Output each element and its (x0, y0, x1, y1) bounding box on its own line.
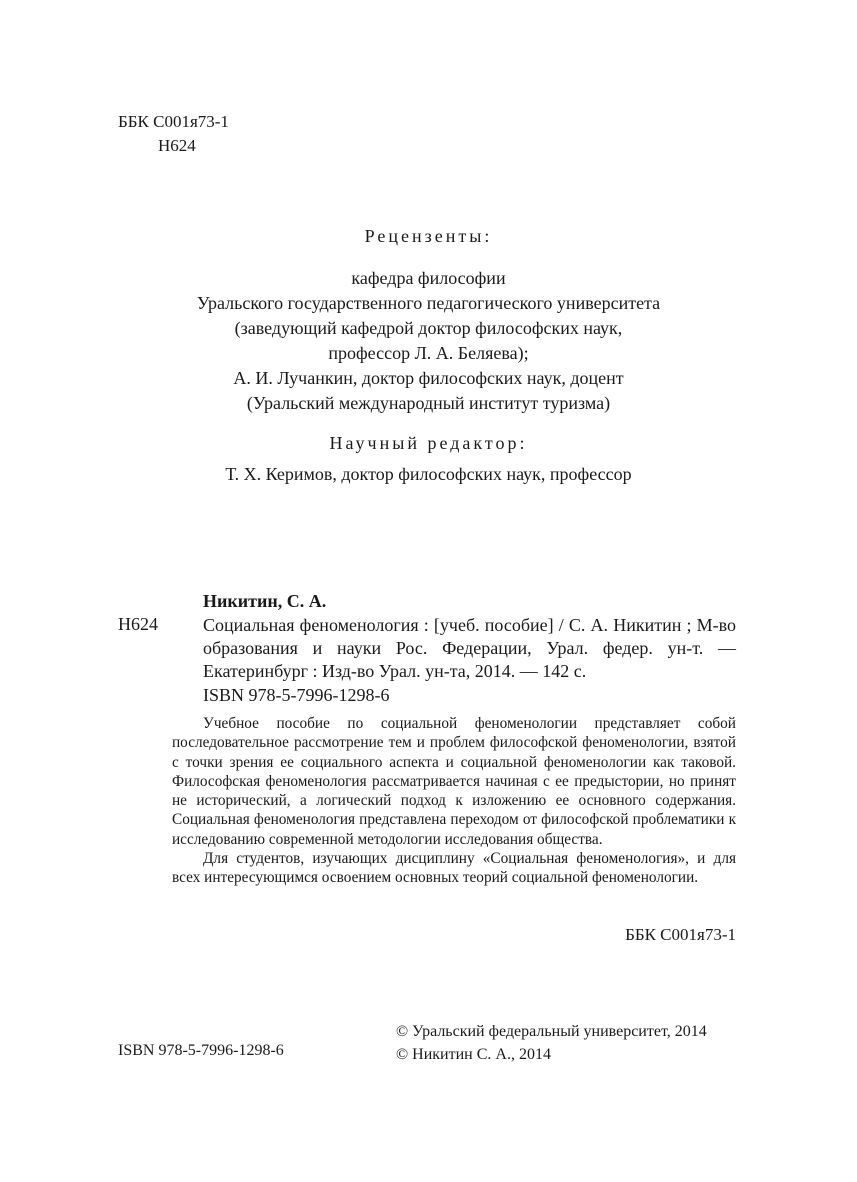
bbk-header (118, 110, 229, 158)
reviewers-section (0, 224, 857, 487)
reviewer-line: кафедра философии (351, 268, 506, 288)
editor-heading: Научный редактор: (329, 433, 528, 453)
reviewer-line: (Уральский международный институт туризма) (246, 393, 611, 413)
copyright-block (396, 1020, 707, 1066)
bbk-index: ББК С001я73-1 (118, 112, 229, 131)
copyright-university: © Уральский федеральный университет, 2014 (396, 1023, 707, 1040)
footer-isbn: ISBN 978-5-7996-1298-6 (118, 1042, 284, 1059)
reviewer-line: А. И. Лучанкин, доктор философских наук, доцент (233, 368, 624, 388)
copyright-author: © Никитин С. А., 2014 (396, 1046, 551, 1063)
catalog-code: Н624 (118, 614, 158, 634)
editor-line: Т. Х. Керимов, доктор философских наук, профессор (225, 464, 632, 484)
bbk-footer: ББК С001я73-1 (625, 925, 736, 944)
catalog-author: Никитин, С. А. (203, 591, 327, 611)
reviewers-heading: Рецензенты: (364, 226, 493, 246)
catalog-isbn: ISBN 978-5-7996-1298-6 (203, 685, 390, 705)
annotation (172, 714, 736, 888)
author-mark: Н624 (158, 136, 196, 155)
reviewer-line: (заведующий кафедрой доктор философских наук, (234, 318, 623, 338)
reviewer-line: Уральского государственного педагогического университета (196, 293, 661, 313)
catalog-description (203, 614, 736, 683)
annotation-paragraph: Учебное пособие по социальной феноменологии представляет собой последовательное рассмотрение тем и проблем философской феноменологии, взятой с точки зрения ее социального аспекта и социальной феноменологии как таковой. Философская феноменология рассматривается начиная с ее предыстории, но принят не исторический, а логический подход к изложению ее основного содержания. Социальная феноменология представлена переходом от философской проблематики к исследованию современной методологии исследования общества. (172, 715, 736, 848)
reviewer-line: профессор Л. А. Беляева); (328, 343, 529, 363)
catalog-description-text: Социальная феноменология : [учеб. пособие] / С. А. Никитин ; М-во образования и науки Рос. Федерации, Урал. федер. ун-т. — Екатеринбург : Изд-во Урал. ун-та, 2014. — 142 с. (203, 615, 736, 681)
annotation-paragraph: Для студентов, изучающих дисциплину «Социальная феноменология», и для всех интересующимся освоением основных теорий социальной феноменологии. (172, 850, 736, 887)
